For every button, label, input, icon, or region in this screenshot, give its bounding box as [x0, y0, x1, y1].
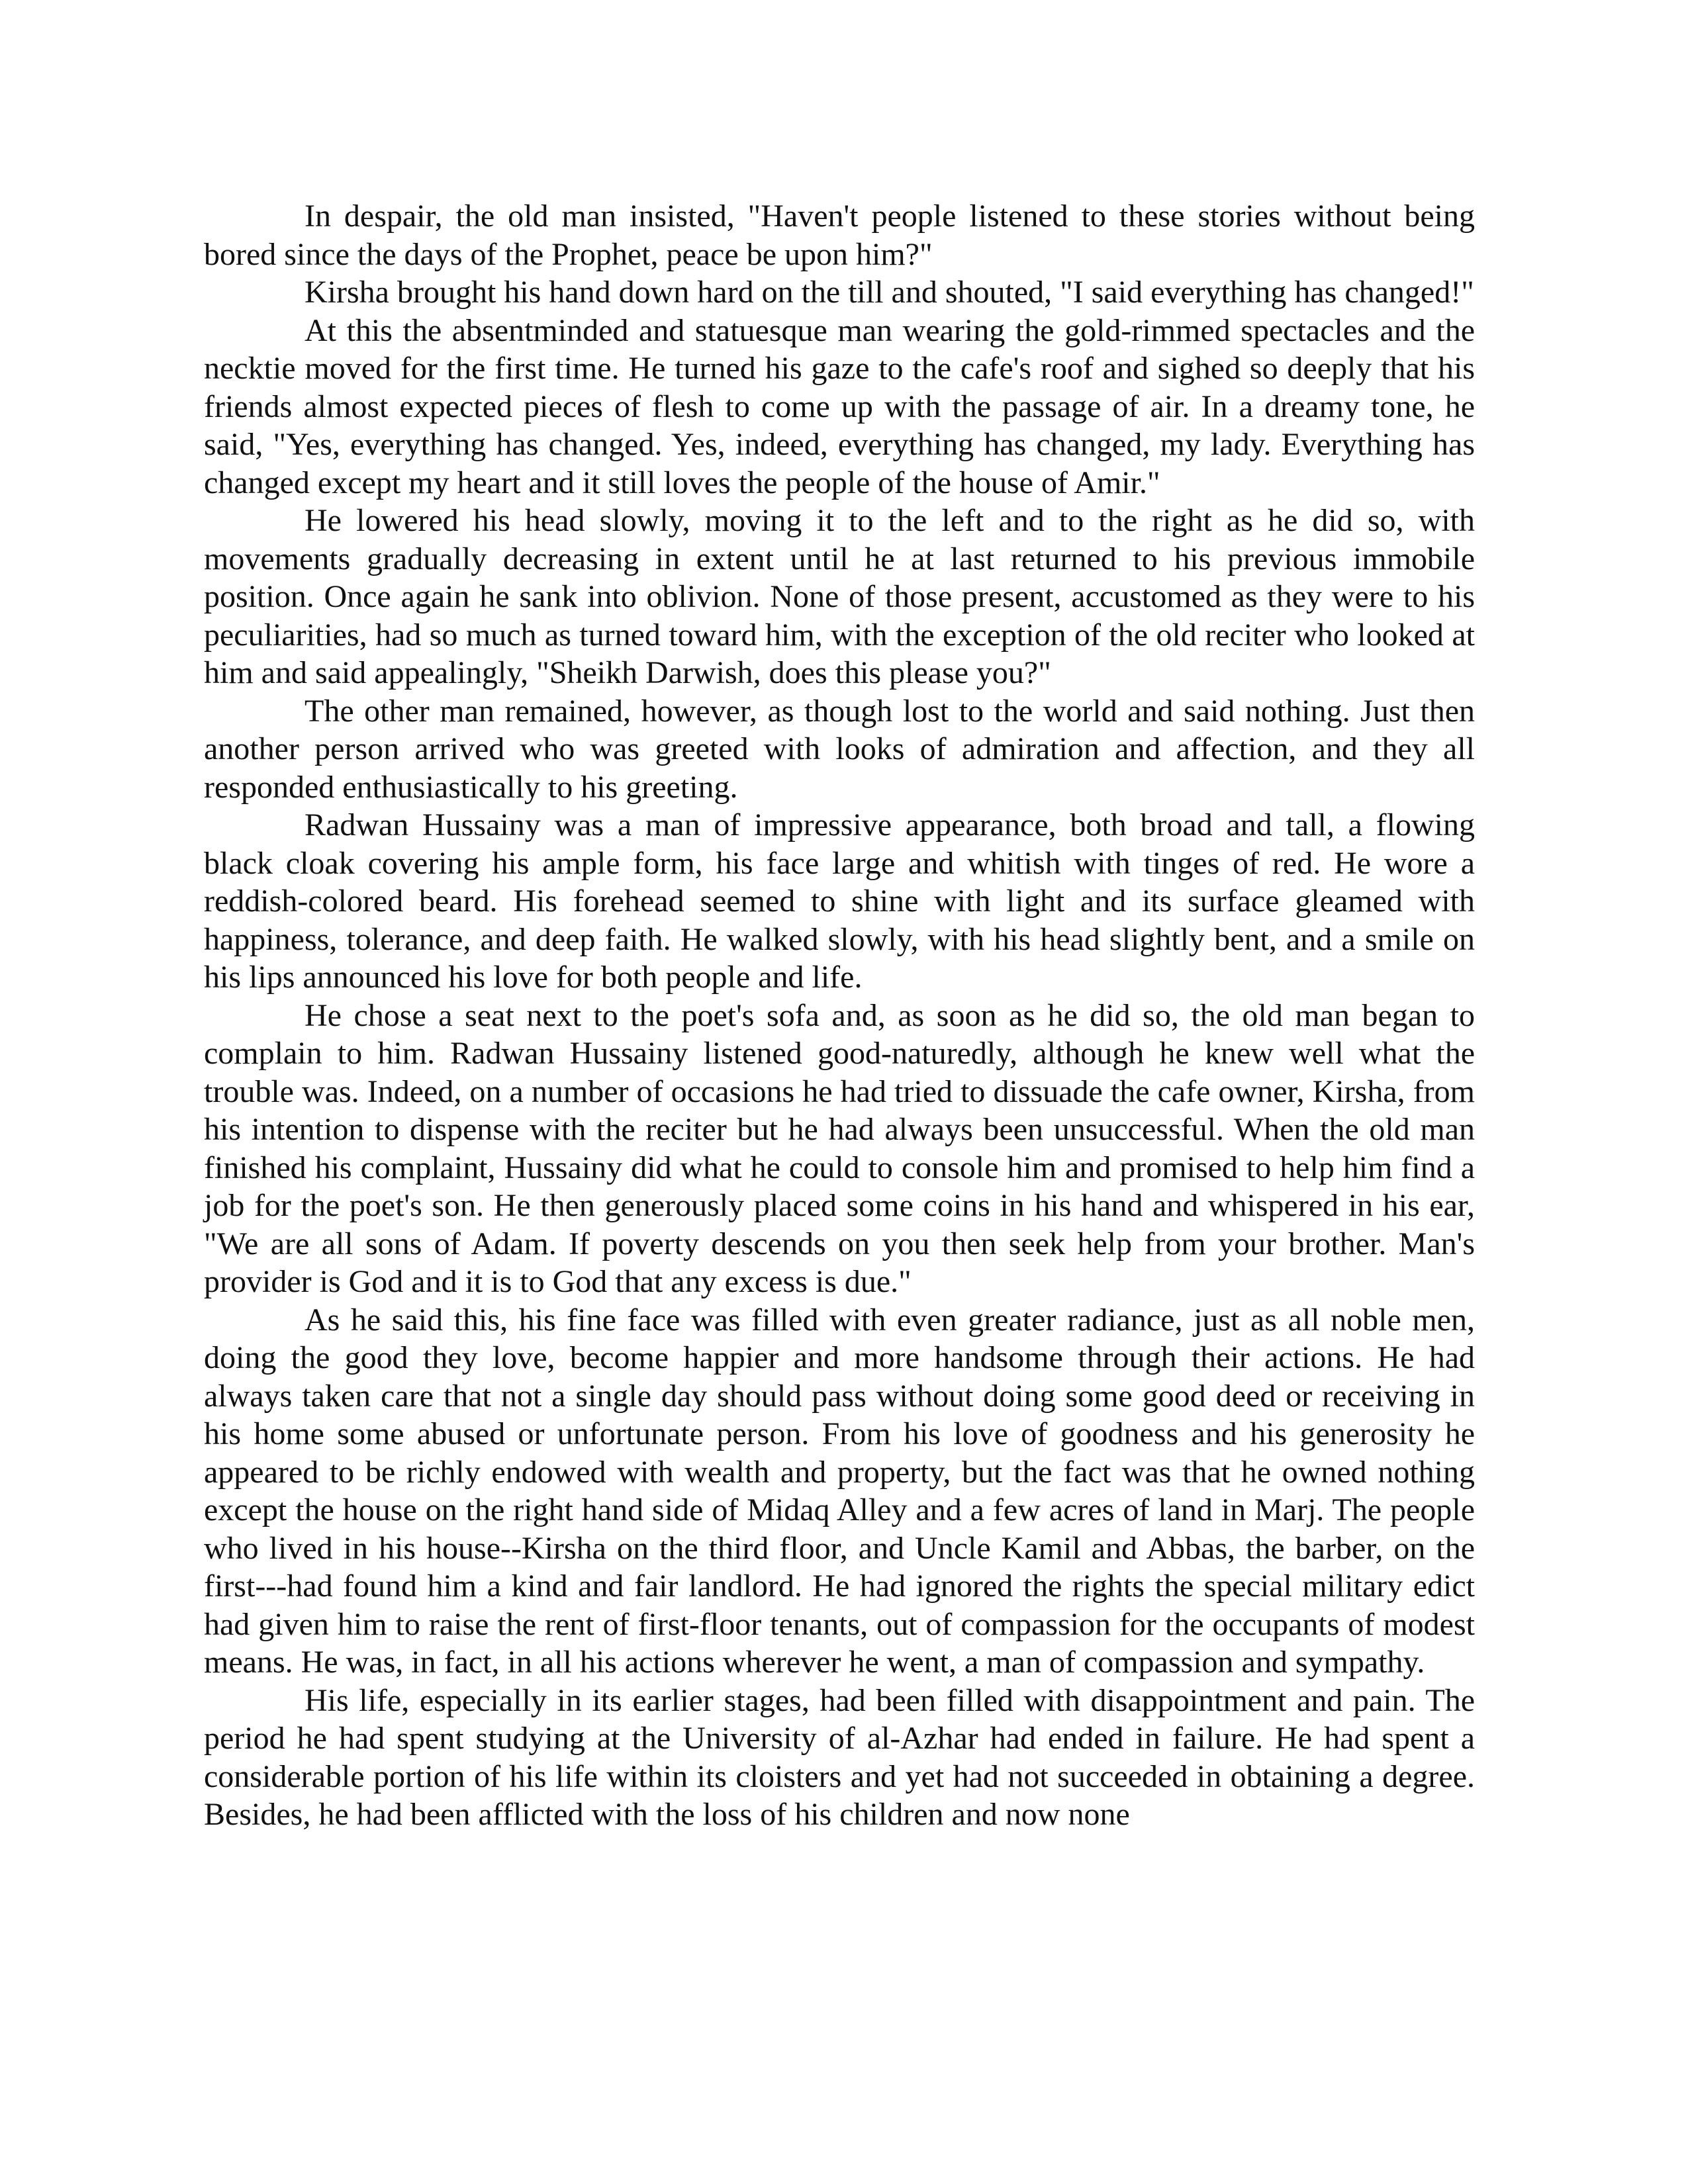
body-text — [204, 197, 1475, 1834]
paragraph: He chose a seat next to the poet's sofa and, as soon as he did so, the old man began to complain to him. Radwan Hussainy listened good-naturedly, although he knew well what the trouble was. Indeed, on a number of occasions he had tried to dissuade the cafe owner, Kirsha, from his intention to dispense with the reciter but he had always been unsuccessful. When the old man finished his complaint, Hussainy did what he could to console him and promised to help him find a job for the poet's son. He then generously placed some coins in his hand and whispered in his ear, "We are all sons of Adam. If poverty descends on you then seek help from your brother. Man's provider is God and it is to God that any excess is due." — [204, 997, 1475, 1299]
paragraph: Kirsha brought his hand down hard on the till and shouted, "I said everything has changed!" — [305, 275, 1474, 310]
paragraph: Radwan Hussainy was a man of impressive appearance, both broad and tall, a flowing black cloak covering his ample form, his face large and whitish with tinges of red. He wore a reddish-colored beard. His forehead seemed to shine with light and its surface gleamed with happiness, tolerance, and deep faith. He walked slowly, with his head slightly bent, and a smile on his lips announced his love for both people and life. — [204, 807, 1475, 995]
paragraph: As he said this, his fine face was filled with even greater radiance, just as all noble men, doing the good they love, become happier and more handsome through their actions. He had always taken care that not a single day should pass without doing some good deed or receiving in his home some abused or unfortunate person. From his love of goodness and his generosity he appeared to be richly endowed with wealth and property, but the fact was that he owned nothing except the house on the right hand side of Midaq Alley and a few acres of land in Marj. The people who lived in his house--Kirsha on the third floor, and Uncle Kamil and Abbas, the barber, on the first---had found him a kind and fair landlord. He had ignored the rights the special military edict had given him to raise the rent of first-floor tenants, out of compassion for the occupants of modest means. He was, in fact, in all his actions wherever he went, a man of compassion and sympathy. — [204, 1302, 1475, 1680]
paragraph: He lowered his head slowly, moving it to the left and to the right as he did so, with movements gradually decreasing in extent until he at last returned to his previous immobile position. Once again he sank into oblivion. None of those present, accustomed as they were to his peculiarities, had so much as turned toward him, with the exception of the old reciter who looked at him and said appealingly, "Sheikh Darwish, does this please you?" — [204, 503, 1475, 690]
paragraph: His life, especially in its earlier stages, had been filled with disappointment and pain. The period he had spent studying at the University of al-Azhar had ended in failure. He had spent a considerable portion of his life within its cloisters and yet had not succeeded in obtaining a degree. Besides, he had been afflicted with the loss of his children and now none — [204, 1682, 1475, 1832]
paragraph: The other man remained, however, as though lost to the world and said nothing. Just then another person arrived who was greeted with looks of admiration and affection, and they all responded enthusiastically to his greeting. — [204, 693, 1475, 805]
paragraph: In despair, the old man insisted, "Haven't people listened to these stories without being bored since the days of the Prophet, peace be upon him?" — [204, 199, 1475, 272]
paragraph: At this the absentminded and statuesque man wearing the gold-rimmed spectacles and the necktie moved for the first time. He turned his gaze to the cafe's roof and sighed so deeply that his friends almost expected pieces of flesh to come up with the passage of air. In a dreamy tone, he said, "Yes, everything has changed. Yes, indeed, everything has changed, my lady. Everything has changed except my heart and it still loves the people of the house of Amir." — [204, 312, 1475, 500]
